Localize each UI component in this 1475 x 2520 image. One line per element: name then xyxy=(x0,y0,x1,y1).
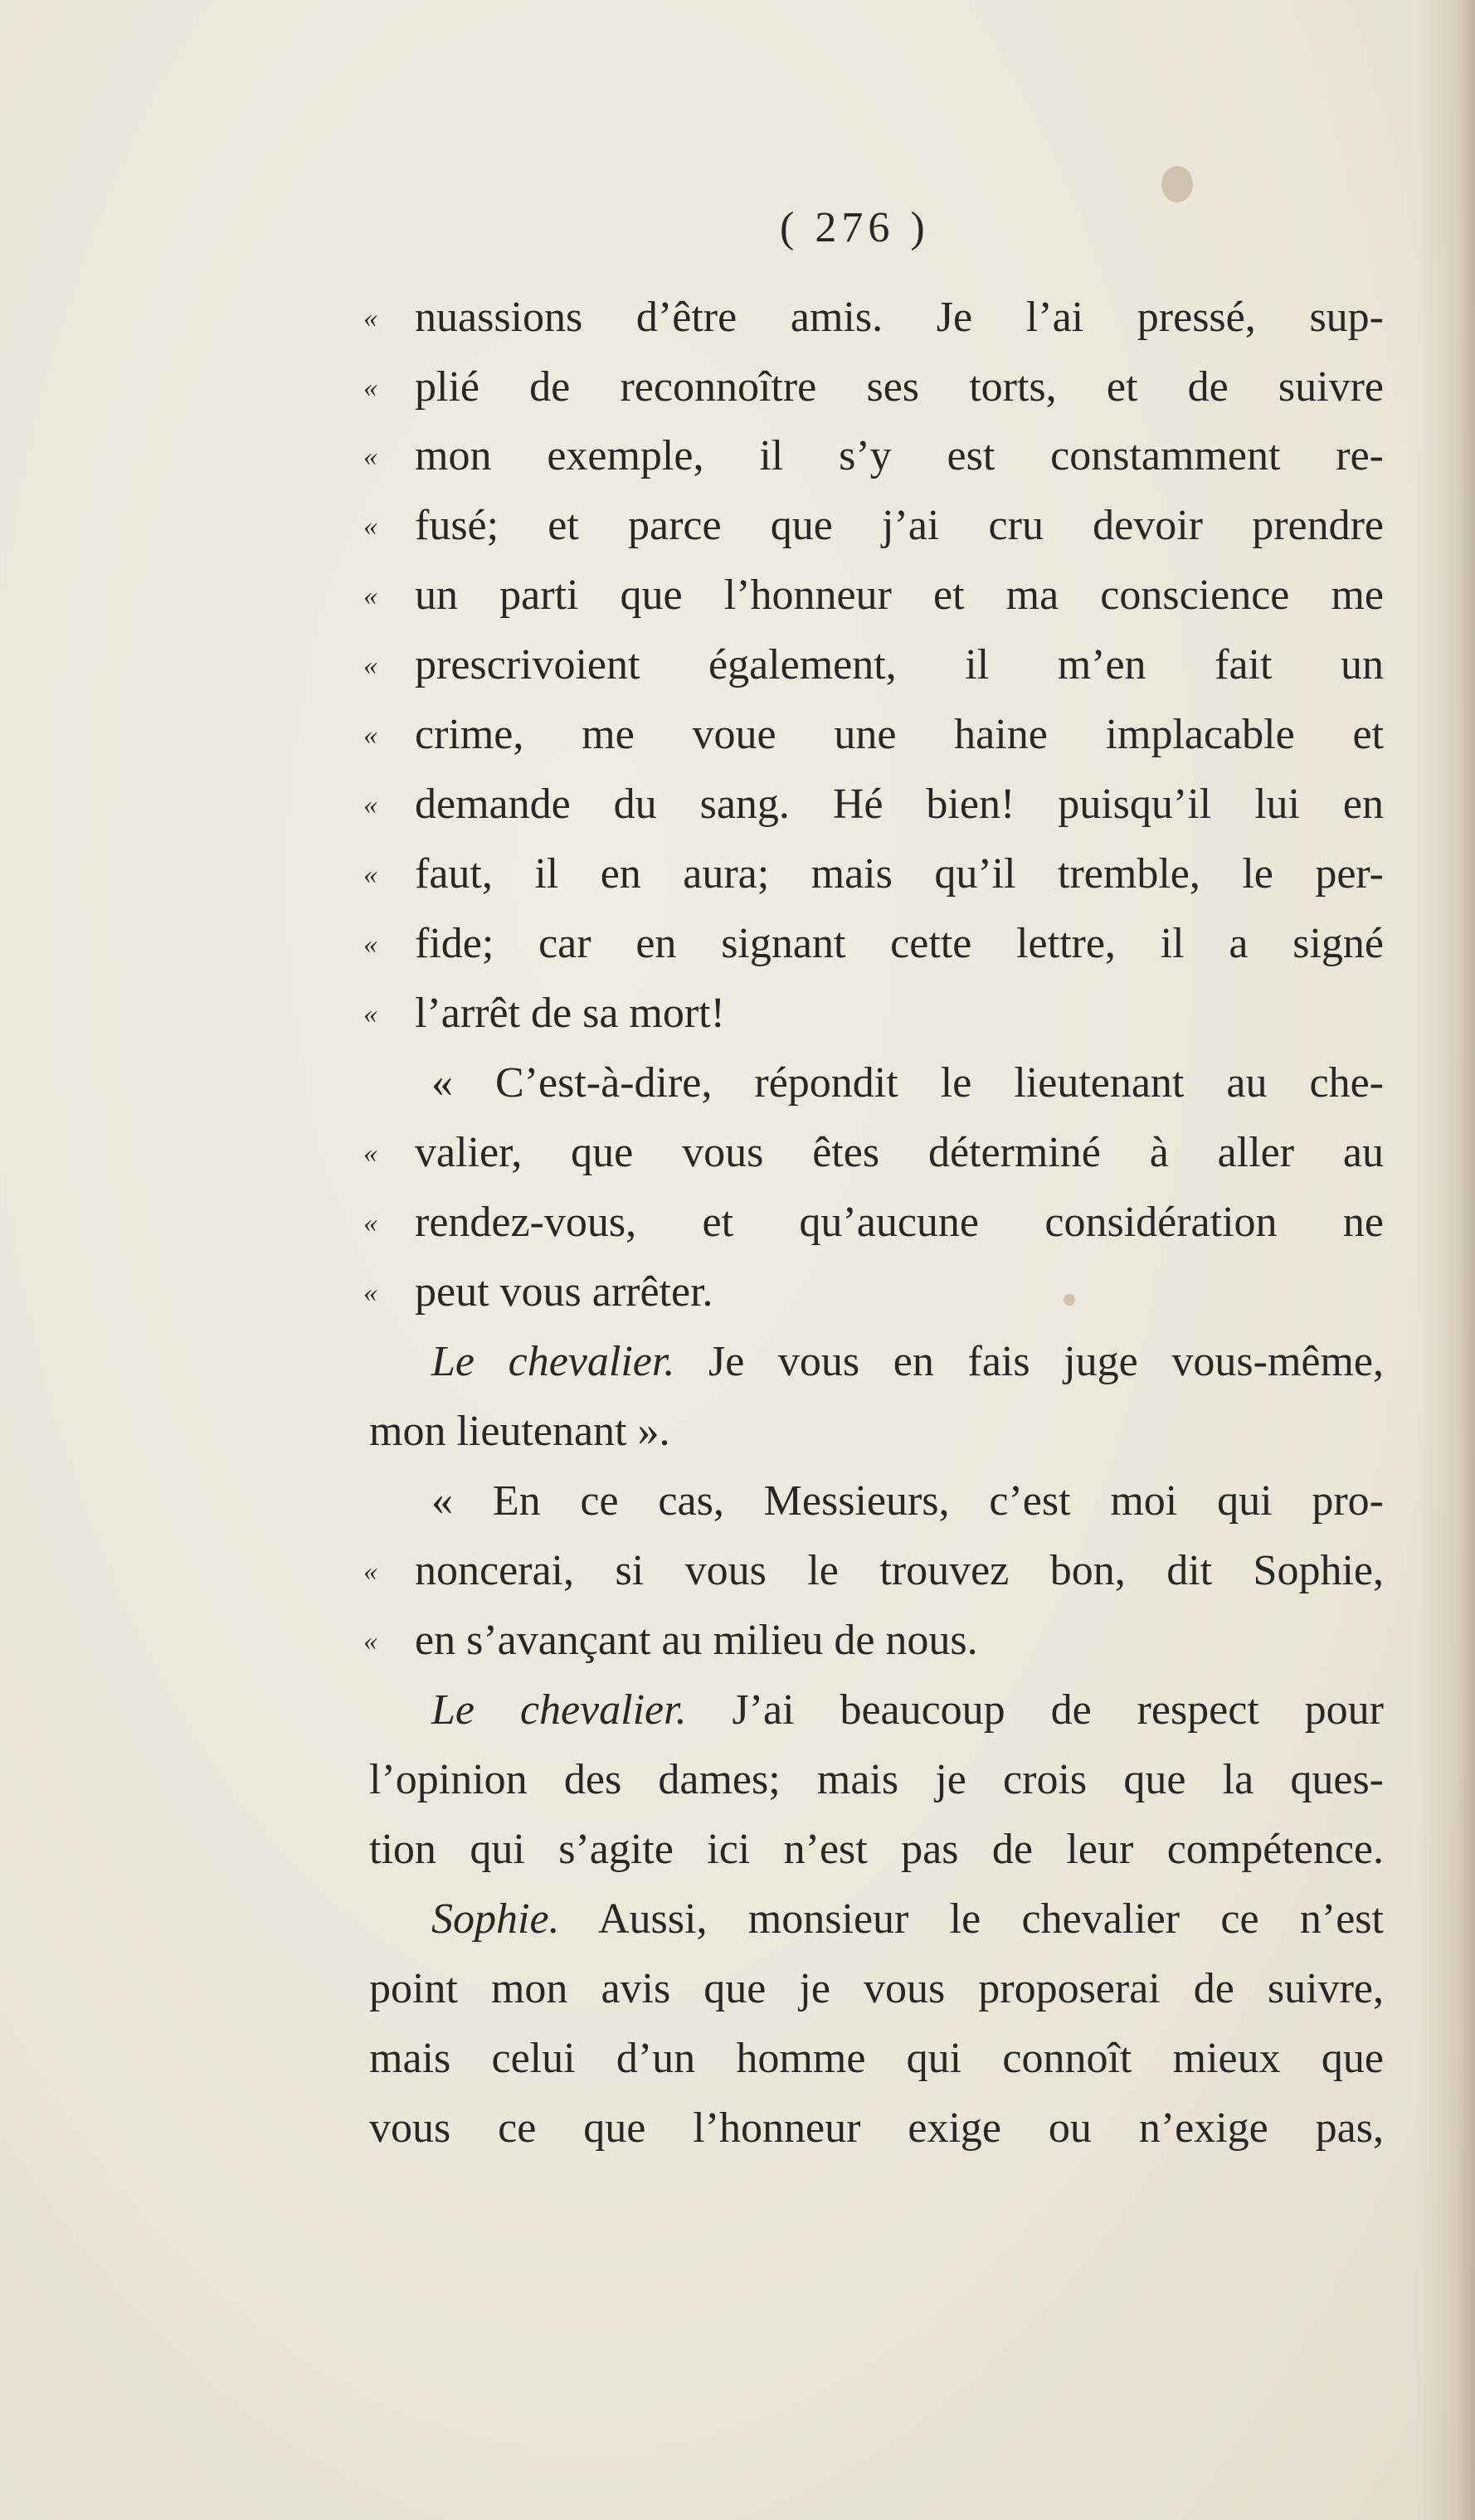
line-text: « C’est-à-dire, répondit le lieutenant au che- xyxy=(431,1059,1384,1107)
line-text xyxy=(431,1895,1384,1943)
line-text: noncerai, si vous le trouvez bon, dit Sophie, xyxy=(415,1547,1384,1594)
page-edge-shadow xyxy=(1417,0,1475,2520)
line-text: mon exemple, il s’y est constamment re- xyxy=(415,432,1384,479)
line-text: prescrivoient également, il m’en fait un xyxy=(415,641,1384,688)
line-text: l’arrêt de sa mort! xyxy=(415,990,725,1037)
line-text: plié de reconnoître ses torts, et de suivre xyxy=(415,363,1384,411)
line-text: peut vous arrêter. xyxy=(415,1268,713,1316)
line-text: rendez-vous, et qu’aucune considération ne xyxy=(415,1199,1384,1246)
line-text: mon lieutenant ». xyxy=(369,1408,670,1455)
quote-mark: « xyxy=(363,1626,377,1656)
speaker-name: Le chevalier. xyxy=(431,1686,687,1734)
quote-mark: « xyxy=(363,1556,377,1587)
quote-mark: « xyxy=(363,859,377,890)
line-text: fusé; et parce que j’ai cru devoir prendre xyxy=(415,502,1384,549)
line-text: mais celui d’un homme qui connoît mieux que xyxy=(369,2035,1384,2082)
line-text: point mon avis que je vous proposerai de suivre, xyxy=(369,1965,1384,2012)
ink-blot xyxy=(1161,166,1193,202)
speaker-name: Le chevalier. xyxy=(431,1338,675,1385)
line-text: vous ce que l’honneur exige ou n’exige pas, xyxy=(369,2104,1384,2152)
line-text: un parti que l’honneur et ma conscience me xyxy=(415,572,1384,619)
line-text: en s’avançant au milieu de nous. xyxy=(415,1617,978,1664)
line-text: nuassions d’être amis. Je l’ai pressé, sup- xyxy=(415,294,1384,341)
quote-mark: « xyxy=(363,303,377,333)
line-text: crime, me voue une haine implacable et xyxy=(415,711,1384,758)
quote-mark: « xyxy=(363,1138,377,1169)
quote-mark: « xyxy=(363,441,377,472)
line-text: « En ce cas, Messieurs, c’est moi qui pro- xyxy=(431,1477,1384,1525)
speech-text: Je vous en fais juge vous-même, xyxy=(674,1338,1384,1385)
page-number: ( 276 ) xyxy=(780,204,930,251)
quote-mark: « xyxy=(363,650,377,681)
quote-mark: « xyxy=(363,929,377,960)
quote-mark: « xyxy=(363,372,377,403)
quote-mark: « xyxy=(363,511,377,542)
line-text: faut, il en aura; mais qu’il tremble, le per- xyxy=(415,850,1384,898)
quote-mark: « xyxy=(363,1208,377,1238)
quote-mark: « xyxy=(363,1277,377,1308)
line-text: l’opinion des dames; mais je crois que la ques- xyxy=(369,1756,1384,1803)
quote-mark: « xyxy=(363,581,377,611)
line-text xyxy=(431,1340,1384,1384)
line-text xyxy=(431,1686,1384,1734)
speaker-name: Sophie. xyxy=(431,1895,560,1943)
quote-mark: « xyxy=(363,790,377,820)
quote-mark: « xyxy=(363,720,377,751)
quote-mark: « xyxy=(363,999,377,1029)
line-text: valier, que vous êtes déterminé à aller au xyxy=(415,1129,1384,1176)
line-text: tion qui s’agite ici n’est pas de leur compétence. xyxy=(369,1826,1384,1873)
speech-text: J’ai beaucoup de respect pour xyxy=(686,1686,1384,1734)
line-text: demande du sang. Hé bien! puisqu’il lui en xyxy=(415,781,1384,828)
speech-text: Aussi, monsieur le chevalier ce n’est xyxy=(559,1895,1384,1943)
line-text: fide; car en signant cette lettre, il a signé xyxy=(415,920,1384,967)
